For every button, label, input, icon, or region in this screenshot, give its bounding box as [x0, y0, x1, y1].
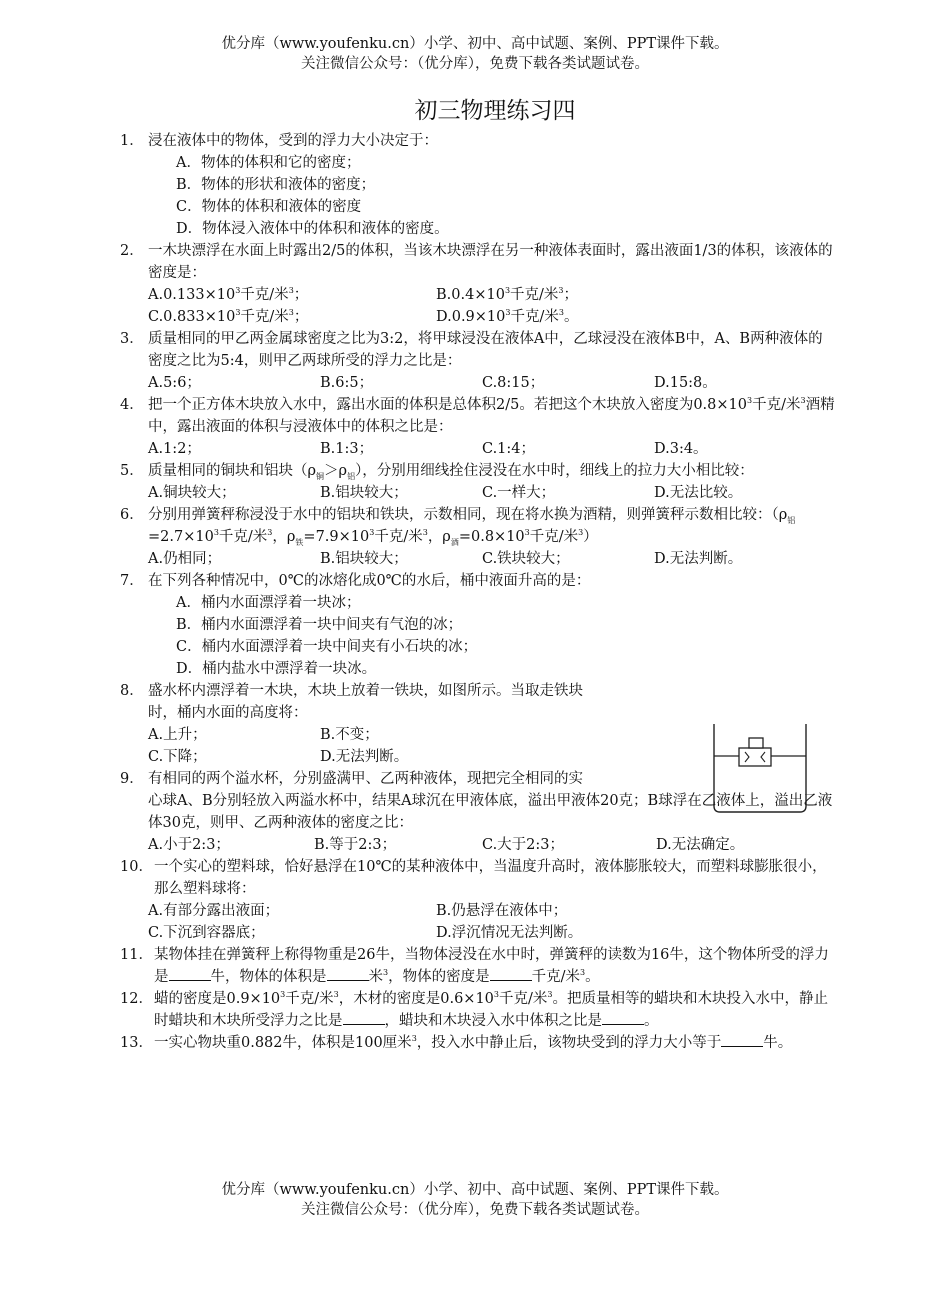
options-row [148, 284, 836, 306]
question-number: 4． [120, 397, 144, 413]
option-b: B．桶内水面漂浮着一块中间夹有气泡的冰； [176, 617, 463, 633]
option-c: C．物体的体积和液体的密度 [176, 199, 362, 215]
option-c: C.1:4； [482, 441, 536, 457]
question-text-line-2: 时，桶内水面的高度将： [148, 705, 308, 721]
question-text: 一木块漂浮在水面上时露出2/5的体积，当该木块漂浮在另一种液体表面时，露出液面1/3的体积，该液体的密度是： [148, 243, 833, 281]
option-b: B.铝块较大； [320, 485, 408, 501]
question-13 [120, 1032, 836, 1054]
question-text-line-1: 有相同的两个溢水杯，分别盛满甲、乙两种液体，现把完全相同的实 [148, 771, 583, 787]
cup-with-floating-block-figure [712, 722, 808, 816]
answer-blank[interactable] [490, 966, 532, 981]
question-text: 在下列各种情况中，0℃的冰熔化成0℃的水后，桶中液面升高的是： [148, 573, 591, 589]
question-text-line-1: 盛水杯内漂浮着一木块，木块上放着一铁块，如图所示。当取走铁块 [148, 683, 583, 699]
option-a: A.上升； [148, 727, 207, 743]
question-number: 8． [120, 683, 144, 699]
cup-outline [714, 724, 806, 812]
options-row [148, 306, 836, 328]
option-d: D.无法判断。 [654, 551, 743, 567]
question-number: 11． [120, 947, 153, 963]
option-d: D．物体浸入液体中的体积和液体的密度。 [176, 221, 449, 237]
question-number: 12． [120, 991, 153, 1007]
option-c: C.下沉到容器底； [148, 925, 265, 941]
question-text: 一个实心的塑料球，恰好悬浮在10℃的某种液体中，当温度升高时，液体膨胀较大，而塑料球膨胀很小，那么塑料球将： [154, 859, 827, 897]
option-d: D.无法比较。 [654, 485, 743, 501]
question-text: 把一个正方体木块放入水中，露出水面的体积是总体积2/5。若把这个木块放入密度为$0.8\times 10^3$千克/米$^3$酒精中，露出液面的体积与浸液体中的体积之比是： [148, 396, 835, 435]
option-b: $B.0.4\times 10^3$千克/米$^3$； [436, 286, 579, 303]
option-b: B.铝块较大； [320, 551, 408, 567]
question-text: 某物体挂在弹簧秤上称得物重是26牛，当物体浸没在水中时，弹簧秤的读数为16牛，这个物体所受的浮力是 牛，物体的体积是 米$^3$，物体的密度是 千克/米$^3$。 [154, 947, 829, 985]
options-row [148, 482, 836, 504]
option-a: A.1:2； [148, 441, 201, 457]
option-d: D.3:4。 [654, 441, 708, 457]
options-row [148, 372, 836, 394]
option-a: A.仍相同； [148, 551, 222, 567]
answer-blank[interactable] [343, 1010, 385, 1025]
option-b: B.6:5； [320, 375, 374, 391]
question-text: 质量相同的甲乙两金属球密度之比为3:2，将甲球浸没在液体A中，乙球浸没在液体B中，A、B两种液体的密度之比为5:4，则甲乙两球所受的浮力之比是： [148, 331, 823, 369]
option-b: B.不变； [320, 727, 379, 743]
question-11 [120, 944, 836, 988]
question-10 [120, 856, 836, 944]
option-b: B.等于2:3； [314, 837, 397, 853]
option-a: A.有部分露出液面； [148, 903, 280, 919]
page-header [0, 34, 950, 74]
option-d: D.浮沉情况无法判断。 [436, 925, 583, 941]
option-c: C.大于2:3； [482, 837, 565, 853]
question-text: 蜡的密度是$0.9\times 10^3$千克/米$^3$，木材的密度是$0.6\times 10^3$千克/米$^3$。把质量相等的蜡块和木块投入水中，静止时蜡块和木块所受浮力之比是 ，蜡块和木块浸入水中体积之比是 。 [154, 990, 828, 1029]
option-a: A．桶内水面漂浮着一块冰； [176, 595, 361, 611]
question-2 [120, 240, 836, 328]
option-b: B.1:3； [320, 441, 374, 457]
option-a: A.小于2:3； [148, 837, 230, 853]
question-text: 一实心物块重0.882牛，体积是100厘米$^3$，投入水中静止后，该物块受到的浮力大小等于 牛。 [154, 1034, 793, 1051]
question-5 [120, 460, 836, 504]
footer-line-2: 关注微信公众号：（优分库），免费下载各类试题试卷。 [301, 1202, 649, 1218]
option-a: $A.0.133\times 10^3$千克/米$^3$； [148, 286, 309, 303]
footer-line-1: 优分库（www.youfenku.cn）小学、初中、高中试题、案例、PPT课件下载。 [221, 1182, 729, 1198]
options-row [148, 900, 836, 922]
wooden-block [739, 748, 771, 766]
question-list [120, 130, 836, 1054]
question-text: 心球A、B分别轻放入两溢水杯中，结果A球沉在甲液体底，溢出甲液体20克；B球浮在乙液体上，溢出乙液体30克，则甲、乙两种液体的密度之比： [148, 793, 833, 831]
options-row [148, 438, 836, 460]
question-12 [120, 988, 836, 1032]
question-6 [120, 504, 836, 570]
option-c: C．桶内水面漂浮着一块中间夹有小石块的冰； [176, 639, 478, 655]
question-number: 1． [120, 133, 144, 149]
question-3 [120, 328, 836, 394]
question-number: 13． [120, 1035, 153, 1051]
option-c: $C.0.833\times 10^3$千克/米$^3$； [148, 308, 309, 325]
options-row [148, 834, 836, 856]
option-d: D.无法确定。 [656, 837, 745, 853]
option-a: A.5:6； [148, 375, 201, 391]
question-text: 浸在液体中的物体，受到的浮力大小决定于： [148, 133, 438, 149]
option-b: B.仍悬浮在液体中； [436, 903, 568, 919]
option-a: A．物体的体积和它的密度； [176, 155, 361, 171]
answer-blank[interactable] [327, 966, 369, 981]
question-4 [120, 394, 836, 460]
question-number: 3． [120, 331, 144, 347]
option-c: C.一样大； [482, 485, 556, 501]
option-b: B．物体的形状和液体的密度； [176, 177, 376, 193]
question-text: 分别用弹簧秤称浸没于水中的铝块和铁块，示数相同，现在将水换为酒精，则弹簧秤示数相比较：（$\rho_铝=2.7\times 10^3$千克/米$^3$，$\rho_铁=7.9\times 10^3$千克/米$^3$，$\rho_酒=0.8\times 10^3$千克/米$^3$） [148, 507, 796, 547]
option-c: C.下降； [148, 749, 207, 765]
page-footer [0, 1180, 950, 1220]
header-line-2: 关注微信公众号：（优分库），免费下载各类试题试卷。 [301, 56, 649, 72]
question-number: 2． [120, 243, 144, 259]
option-d: D.无法判断。 [320, 749, 409, 765]
option-d: $D.0.9\times 10^3$千克/米$^3$。 [436, 308, 579, 325]
iron-block [749, 738, 763, 748]
question-number: 10． [120, 859, 153, 875]
header-line-1: 优分库（www.youfenku.cn）小学、初中、高中试题、案例、PPT课件下载。 [221, 36, 729, 52]
page-title: 初三物理练习四 [414, 98, 576, 124]
option-d: D.15:8。 [654, 375, 717, 391]
options-row [148, 548, 836, 570]
question-text: 质量相同的铜块和铝块$(\rho_铜>\rho_铝)$，分别用细线拴住浸没在水中时，细线上的拉力大小相比较： [148, 463, 754, 481]
answer-blank[interactable] [721, 1032, 763, 1047]
option-c: C.8:15； [482, 375, 545, 391]
answer-blank[interactable] [169, 966, 211, 981]
question-7 [120, 570, 836, 680]
option-d: D．桶内盐水中漂浮着一块冰。 [176, 661, 377, 677]
question-number: 9． [120, 771, 144, 787]
question-number: 7． [120, 573, 144, 589]
answer-blank[interactable] [602, 1010, 644, 1025]
question-number: 5． [120, 463, 144, 479]
option-a: A.铜块较大； [148, 485, 236, 501]
question-1 [120, 130, 836, 240]
question-number: 6． [120, 507, 144, 523]
options-row [148, 922, 836, 944]
option-c: C.铁块较大； [482, 551, 570, 567]
